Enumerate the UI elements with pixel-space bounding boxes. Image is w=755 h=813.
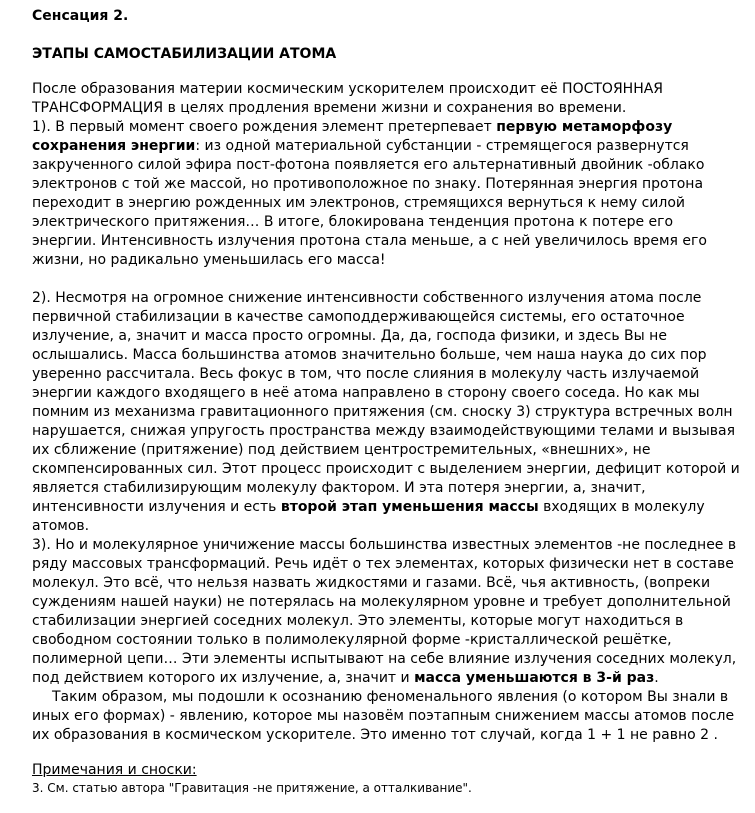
paragraph-2-bold: второй этап уменьшения массы (280, 499, 539, 515)
paragraph-1-text: 1). В первый момент своего рождения элемент претерпевает (32, 119, 497, 135)
conclusion-paragraph: Таким образом, мы подошли к осознанию феноменального явления (о котором Вы знали в иных его формах) - явлению, которое мы назовём поэтапным снижением массы атомов после их образования в космическом ускорителе. Это именно тот случай, когда 1 + 1 не равно 2 . (32, 689, 735, 743)
paragraph-2 (32, 289, 741, 536)
paragraph-1-text-end: : из одной материальной субстанции - стремящегося развернутся закрученного силой эфира пост-фотона появляется его альтернативный двойник -облако электронов с той же массой, но противоположное по знаку. Потерянная энергия протона переходит в энергию рожденных им электронов, стремящихся вернуться к нему силой электрического притяжения… В итоге, блокирована тенденция протона к потере его энергии. Интенсивность излучения протона стала меньше, а с ней увеличилось время его жизни, но радикально уменьшилась его масса! (32, 138, 707, 268)
document-title: ЭТАПЫ САМОСТАБИЛИЗАЦИИ АТОМА (32, 46, 337, 62)
paragraph-1-bold: первую метаморфозу сохранения энергии (32, 119, 673, 154)
section-heading: Сенсация 2. (32, 8, 129, 24)
notes-heading: Примечания и сноски: (32, 762, 197, 778)
paragraph-3-text-end: . (654, 670, 659, 686)
paragraph-1 (32, 118, 741, 270)
intro-paragraph: После образования материи космическим ускорителем происходит её ПОСТОЯННАЯ ТРАНСФОРМАЦИЯ в целях продления времени жизни и сохранения во времени. (32, 81, 664, 116)
paragraph-3 (32, 536, 741, 688)
footnote-3: 3. См. статью автора "Гравитация -не притяжение, а отталкивание". (32, 781, 472, 795)
paragraph-gap (32, 270, 741, 289)
paragraph-3-bold: масса уменьшаются в 3-й раз (414, 670, 655, 686)
paragraph-2-text: 2). Несмотря на огромное снижение интенсивности собственного излучения атома после первичной стабилизации в качестве самоподдерживающейся системы, его остаточное излучение, а, значит и масса просто огромны. Да, да, господа физики, и здесь Вы не ослышались. Масса большинства атомов значительно больше, чем наша наука до сих пор уверенно рассчитала. Весь фокус в том, что после слияния в молекулу часть излучаемой энергии каждого входящего в неё атома направлено в сторону своего соседа. Но как мы помним из механизма гравитационного притяжения (см. сноску 3) структура встречных волн нарушается, снижая упругость пространства между взаимодействующими телами и вызывая их сближение (притяжение) под действием центростремительных, «внешних», не скомпенсированных сил. Этот процесс происходит с выделением энергии, дефицит которой и является стабилизирующим молекулу фактором. И эта потеря энергии, а, значит, интенсивности излучения и есть (32, 290, 740, 515)
paragraph-2-text-end: входящих в молекулу атомов. (32, 499, 705, 534)
paragraph-3-text: 3). Но и молекулярное уничижение массы большинства известных элементов -не последнее в ряду массовых трансформаций. Речь идёт о тех элементах, которых физически нет в составе молекул. Это всё, что нельзя назвать жидкостями и газами. Всё, чья активность, (вопреки суждениям нашей науки) не потерялась на молекулярном уровне и требует дополнительной стабилизации энергией соседних молекул. Это элементы, которые могут находиться в свободном состоянии только в полимолекулярной форме -кристаллической решётке, полимерной цепи… Эти элементы испытывают на себе влияние излучения соседних молекул, под действием которого их излучение, а, значит и (32, 537, 737, 686)
